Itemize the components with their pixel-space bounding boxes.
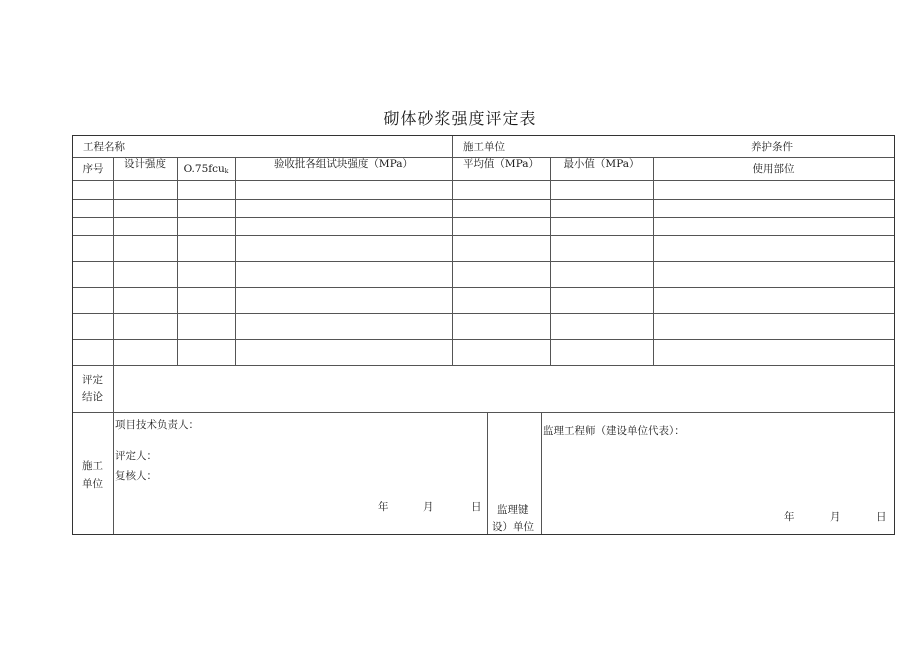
reviewer-label: 复核人： <box>115 470 157 482</box>
supervision-date-day: 日 <box>876 511 887 523</box>
construction-date-day: 日 <box>471 501 482 513</box>
evaluator-label: 评定人： <box>115 450 157 462</box>
column-header-location: 使用部位 <box>752 163 795 175</box>
column-header-average: 平均值（MPa） <box>462 158 540 170</box>
supervision-date-year: 年 <box>784 511 795 523</box>
fcu-main-text: O.75fcu <box>183 163 225 175</box>
project-name-label: 工程名称 <box>83 141 125 153</box>
conclusion-label-line2: 结论 <box>82 391 103 403</box>
column-header-group-strength: 验收批各组试块强度（MPa） <box>273 158 414 170</box>
supervisor-label: 监理工程师（建设单位代表）： <box>543 425 685 437</box>
tech-lead-label: 项目技术负责人： <box>115 419 199 431</box>
construction-date-month: 月 <box>423 501 434 513</box>
column-header-design-strength: 设计强度 <box>124 158 166 170</box>
construction-date-year: 年 <box>378 501 389 513</box>
supervision-unit-line1: 监理键 <box>497 504 529 516</box>
page-title: 砌体砂浆强度评定表 <box>383 109 537 128</box>
construction-unit-label: 施工单位 <box>463 141 505 153</box>
supervision-unit-line2: 设）单位 <box>492 521 534 533</box>
supervision-date-month: 月 <box>830 511 841 523</box>
curing-condition-label: 养护条件 <box>751 141 793 153</box>
column-header-fcu <box>177 163 235 178</box>
column-header-minimum: 最小值（MPa） <box>563 158 640 170</box>
construction-unit-line2: 单位 <box>82 478 103 490</box>
fcu-subscript: k <box>224 168 229 175</box>
evaluation-form <box>72 135 895 535</box>
conclusion-label-line1: 评定 <box>82 374 103 386</box>
construction-unit-line1: 施工 <box>82 460 103 472</box>
column-header-seq: 序号 <box>82 163 104 175</box>
